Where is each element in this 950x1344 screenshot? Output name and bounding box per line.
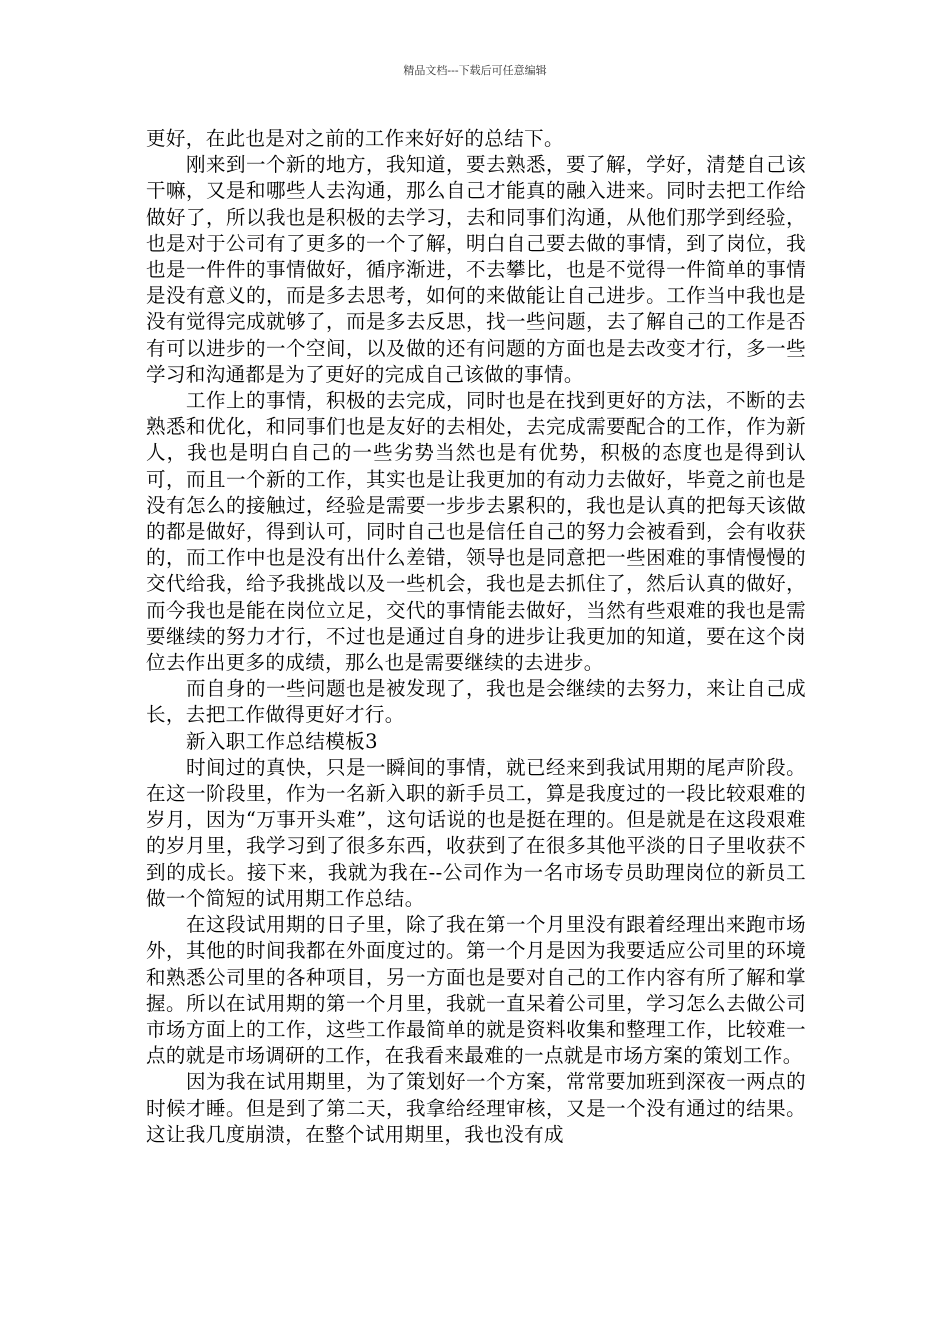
paragraph: 刚来到一个新的地方，我知道，要去熟悉，要了解，学好，清楚自己该干嘛，又是和哪些人去沟通，那么自己才能真的融入进来。同时去把工作给做好了，所以我也是积极的去学习，去和同事们沟通，从他们那学到经验，也是对于公司有了更多的一个了解，明白自己要去做的事情，到了岗位，我也是一件件的事情做好，循序渐进，不去攀比，也是不觉得一件简单的事情是没有意义的，而是多去思考，如何的来做能让自己进步。工作当中我也是没有觉得完成就够了，而是多去反思，找一些问题，去了解自己的工作是否有可以进步的一个空间，以及做的还有问题的方面也是去改变才行，多一些学习和沟通都是为了更好的完成自己该做的事情。 [146, 153, 806, 386]
page-header: 精品文档---下载后可任意编辑 [403, 64, 547, 77]
paragraph: 而自身的一些问题也是被发现了，我也是会继续的去努力，来让自己成长，去把工作做得更好才行。 [146, 677, 806, 727]
paragraph: 更好，在此也是对之前的工作来好好的总结下。 [146, 127, 564, 150]
paragraph: 在这段试用期的日子里，除了我在第一个月里没有跟着经理出来跑市场外，其他的时间我都在外面度过的。第一个月是因为我要适应公司里的环境和熟悉公司里的各种项目，另一方面也是要对自己的工作内容有所了解和掌握。所以在试用期的第一个月里，我就一直呆着公司里，学习怎么去做公司市场方面上的工作，这些工作最简单的就是资料收集和整理工作，比较难一点的就是市场调研的工作，在我看来最难的一点就是市场方案的策划工作。 [146, 913, 806, 1068]
document-body [146, 126, 806, 1148]
paragraph: 工作上的事情，积极的去完成，同时也是在找到更好的方法，不断的去熟悉和优化，和同事们也是友好的去相处，去完成需要配合的工作，作为新人，我也是明白自己的一些劣势当然也是有优势，积极的态度也是得到认可，而且一个新的工作，其实也是让我更加的有动力去做好，毕竟之前也是没有怎么的接触过，经验是需要一步步去累积的，我也是认真的把每天该做的都是做好，得到认可，同时自己也是信任自己的努力会被看到，会有收获的，而工作中也是没有出什么差错，领导也是同意把一些困难的事情慢慢的交代给我，给予我挑战以及一些机会，我也是去抓住了，然后认真的做好，而今我也是能在岗位立足，交代的事情能去做好，当然有些艰难的我也是需要继续的努力才行，不过也是通过自身的进步让我更加的知道，要在这个岗位去作出更多的成绩，那么也是需要继续的去进步。 [146, 389, 806, 675]
paragraph: 因为我在试用期里，为了策划好一个方案，常常要加班到深夜一两点的时候才睡。但是到了第二天，我拿给经理审核，又是一个没有通过的结果。这让我几度崩溃，在整个试用期里，我也没有成 [146, 1070, 806, 1146]
section-heading: 新入职工作总结模板3 [185, 729, 378, 753]
paragraph: 时间过的真快，只是一瞬间的事情，就已经来到我试用期的尾声阶段。在这一阶段里，作为一名新入职的新手员工，算是我度过的一段比较艰难的岁月，因为“万事开头难”，这句话说的也是挺在理的。但是就是在这段艰难的岁月里，我学习到了很多东西，收获到了在很多其他平淡的日子里收获不到的成长。接下来，我就为我在--公司作为一名市场专员助理岗位的新员工做一个简短的试用期工作总结。 [146, 755, 806, 910]
